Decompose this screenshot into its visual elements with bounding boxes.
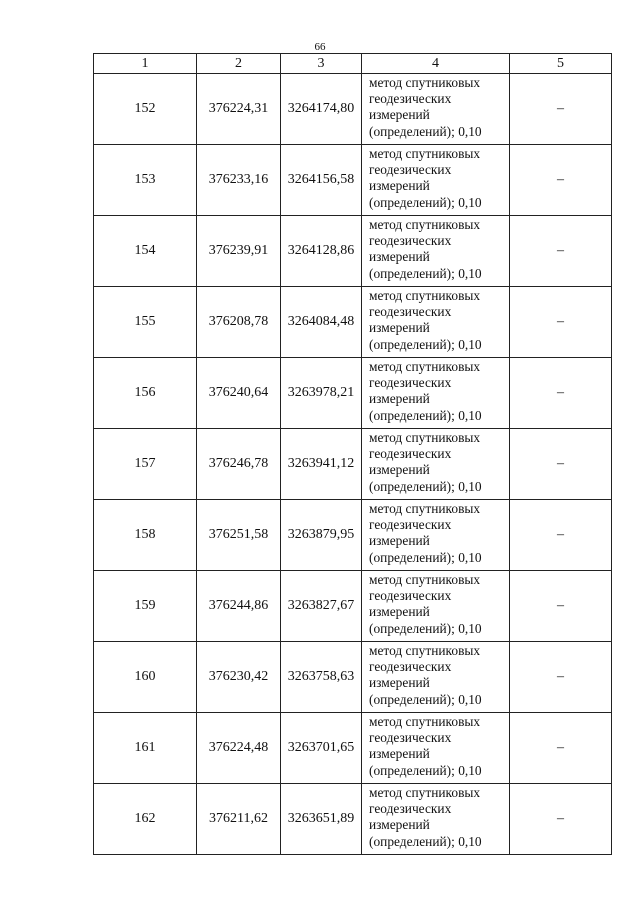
header-col-1: 1 <box>94 54 197 74</box>
table-row <box>94 571 612 642</box>
method-cell <box>362 145 510 216</box>
method-text-line: (определений); 0,10 <box>369 549 482 565</box>
point-number-cell: 157 <box>94 429 197 500</box>
point-number-cell: 160 <box>94 642 197 713</box>
method-text-line: измерений <box>369 249 430 265</box>
method-text-line: (определений); 0,10 <box>369 478 482 494</box>
method-text-line: (определений); 0,10 <box>369 265 482 281</box>
coordinates-table <box>93 53 612 855</box>
table-row <box>94 784 612 855</box>
x-coordinate-cell: 376251,58 <box>197 500 281 571</box>
table-row <box>94 500 612 571</box>
method-text-line: измерений <box>369 462 430 478</box>
point-number-cell: 156 <box>94 358 197 429</box>
header-col-4: 4 <box>362 54 510 74</box>
method-text-line: (определений); 0,10 <box>369 691 482 707</box>
method-cell <box>362 429 510 500</box>
note-cell: – <box>510 216 612 287</box>
point-number-cell: 153 <box>94 145 197 216</box>
x-coordinate-cell: 376244,86 <box>197 571 281 642</box>
method-text-line: измерений <box>369 107 430 123</box>
x-coordinate-cell: 376224,31 <box>197 74 281 145</box>
header-row <box>94 54 612 74</box>
table-row <box>94 145 612 216</box>
table-row <box>94 642 612 713</box>
y-coordinate-cell: 3264174,80 <box>281 74 362 145</box>
method-text-line: измерений <box>369 746 430 762</box>
method-cell <box>362 784 510 855</box>
y-coordinate-cell: 3263758,63 <box>281 642 362 713</box>
x-coordinate-cell: 376240,64 <box>197 358 281 429</box>
method-text-line: измерений <box>369 817 430 833</box>
point-number-cell: 161 <box>94 713 197 784</box>
note-cell: – <box>510 287 612 358</box>
y-coordinate-cell: 3263701,65 <box>281 713 362 784</box>
method-text-line: метод спутниковых <box>369 288 481 303</box>
method-text-line: геодезических <box>369 233 452 249</box>
table-row <box>94 429 612 500</box>
note-cell: – <box>510 74 612 145</box>
note-cell: – <box>510 642 612 713</box>
method-text-line: измерений <box>369 604 430 620</box>
method-text-line: (определений); 0,10 <box>369 194 482 210</box>
note-cell: – <box>510 429 612 500</box>
method-text-line: метод спутниковых <box>369 146 481 161</box>
table-row <box>94 74 612 145</box>
x-coordinate-cell: 376211,62 <box>197 784 281 855</box>
method-text-line: геодезических <box>369 375 452 391</box>
point-number-cell: 155 <box>94 287 197 358</box>
method-text-line: измерений <box>369 391 430 407</box>
method-text-line: измерений <box>369 533 430 549</box>
page-number: 66 <box>314 41 326 53</box>
note-cell: – <box>510 500 612 571</box>
point-number-cell: 159 <box>94 571 197 642</box>
y-coordinate-cell: 3264128,86 <box>281 216 362 287</box>
method-text-line: метод спутниковых <box>369 643 481 658</box>
method-text-line: метод спутниковых <box>369 430 481 445</box>
point-number-cell: 154 <box>94 216 197 287</box>
y-coordinate-cell: 3263941,12 <box>281 429 362 500</box>
method-text-line: геодезических <box>369 588 452 604</box>
x-coordinate-cell: 376239,91 <box>197 216 281 287</box>
point-number-cell: 158 <box>94 500 197 571</box>
method-text-line: (определений); 0,10 <box>369 336 482 352</box>
method-text-line: (определений); 0,10 <box>369 833 482 849</box>
y-coordinate-cell: 3263651,89 <box>281 784 362 855</box>
method-text-line: метод спутниковых <box>369 75 481 90</box>
y-coordinate-cell: 3263879,95 <box>281 500 362 571</box>
method-text-line: метод спутниковых <box>369 501 481 516</box>
method-cell <box>362 642 510 713</box>
method-text-line: геодезических <box>369 801 452 817</box>
point-number-cell: 152 <box>94 74 197 145</box>
method-text-line: измерений <box>369 178 430 194</box>
table-body <box>94 74 612 855</box>
table-row <box>94 216 612 287</box>
method-text-line: метод спутниковых <box>369 359 481 374</box>
method-text-line: геодезических <box>369 304 452 320</box>
note-cell: – <box>510 713 612 784</box>
method-cell <box>362 358 510 429</box>
table-row <box>94 358 612 429</box>
table-row <box>94 287 612 358</box>
x-coordinate-cell: 376246,78 <box>197 429 281 500</box>
y-coordinate-cell: 3263827,67 <box>281 571 362 642</box>
method-cell <box>362 287 510 358</box>
note-cell: – <box>510 571 612 642</box>
method-text-line: измерений <box>369 320 430 336</box>
table-row <box>94 713 612 784</box>
note-cell: – <box>510 784 612 855</box>
method-cell <box>362 713 510 784</box>
method-cell <box>362 74 510 145</box>
point-number-cell: 162 <box>94 784 197 855</box>
method-text-line: метод спутниковых <box>369 714 481 729</box>
header-col-5: 5 <box>510 54 612 74</box>
method-text-line: геодезических <box>369 91 452 107</box>
x-coordinate-cell: 376224,48 <box>197 713 281 784</box>
header-col-2: 2 <box>197 54 281 74</box>
method-text-line: метод спутниковых <box>369 785 481 800</box>
method-text-line: геодезических <box>369 446 452 462</box>
method-cell <box>362 571 510 642</box>
x-coordinate-cell: 376208,78 <box>197 287 281 358</box>
method-text-line: геодезических <box>369 659 452 675</box>
header-col-3: 3 <box>281 54 362 74</box>
method-text-line: геодезических <box>369 162 452 178</box>
method-text-line: (определений); 0,10 <box>369 620 482 636</box>
method-text-line: геодезических <box>369 517 452 533</box>
method-text-line: (определений); 0,10 <box>369 123 482 139</box>
note-cell: – <box>510 358 612 429</box>
x-coordinate-cell: 376230,42 <box>197 642 281 713</box>
y-coordinate-cell: 3263978,21 <box>281 358 362 429</box>
method-text-line: метод спутниковых <box>369 572 481 587</box>
method-text-line: метод спутниковых <box>369 217 481 232</box>
y-coordinate-cell: 3264084,48 <box>281 287 362 358</box>
x-coordinate-cell: 376233,16 <box>197 145 281 216</box>
method-text-line: (определений); 0,10 <box>369 407 482 423</box>
method-text-line: геодезических <box>369 730 452 746</box>
method-text-line: измерений <box>369 675 430 691</box>
method-text-line: (определений); 0,10 <box>369 762 482 778</box>
method-cell <box>362 500 510 571</box>
note-cell: – <box>510 145 612 216</box>
y-coordinate-cell: 3264156,58 <box>281 145 362 216</box>
method-cell <box>362 216 510 287</box>
